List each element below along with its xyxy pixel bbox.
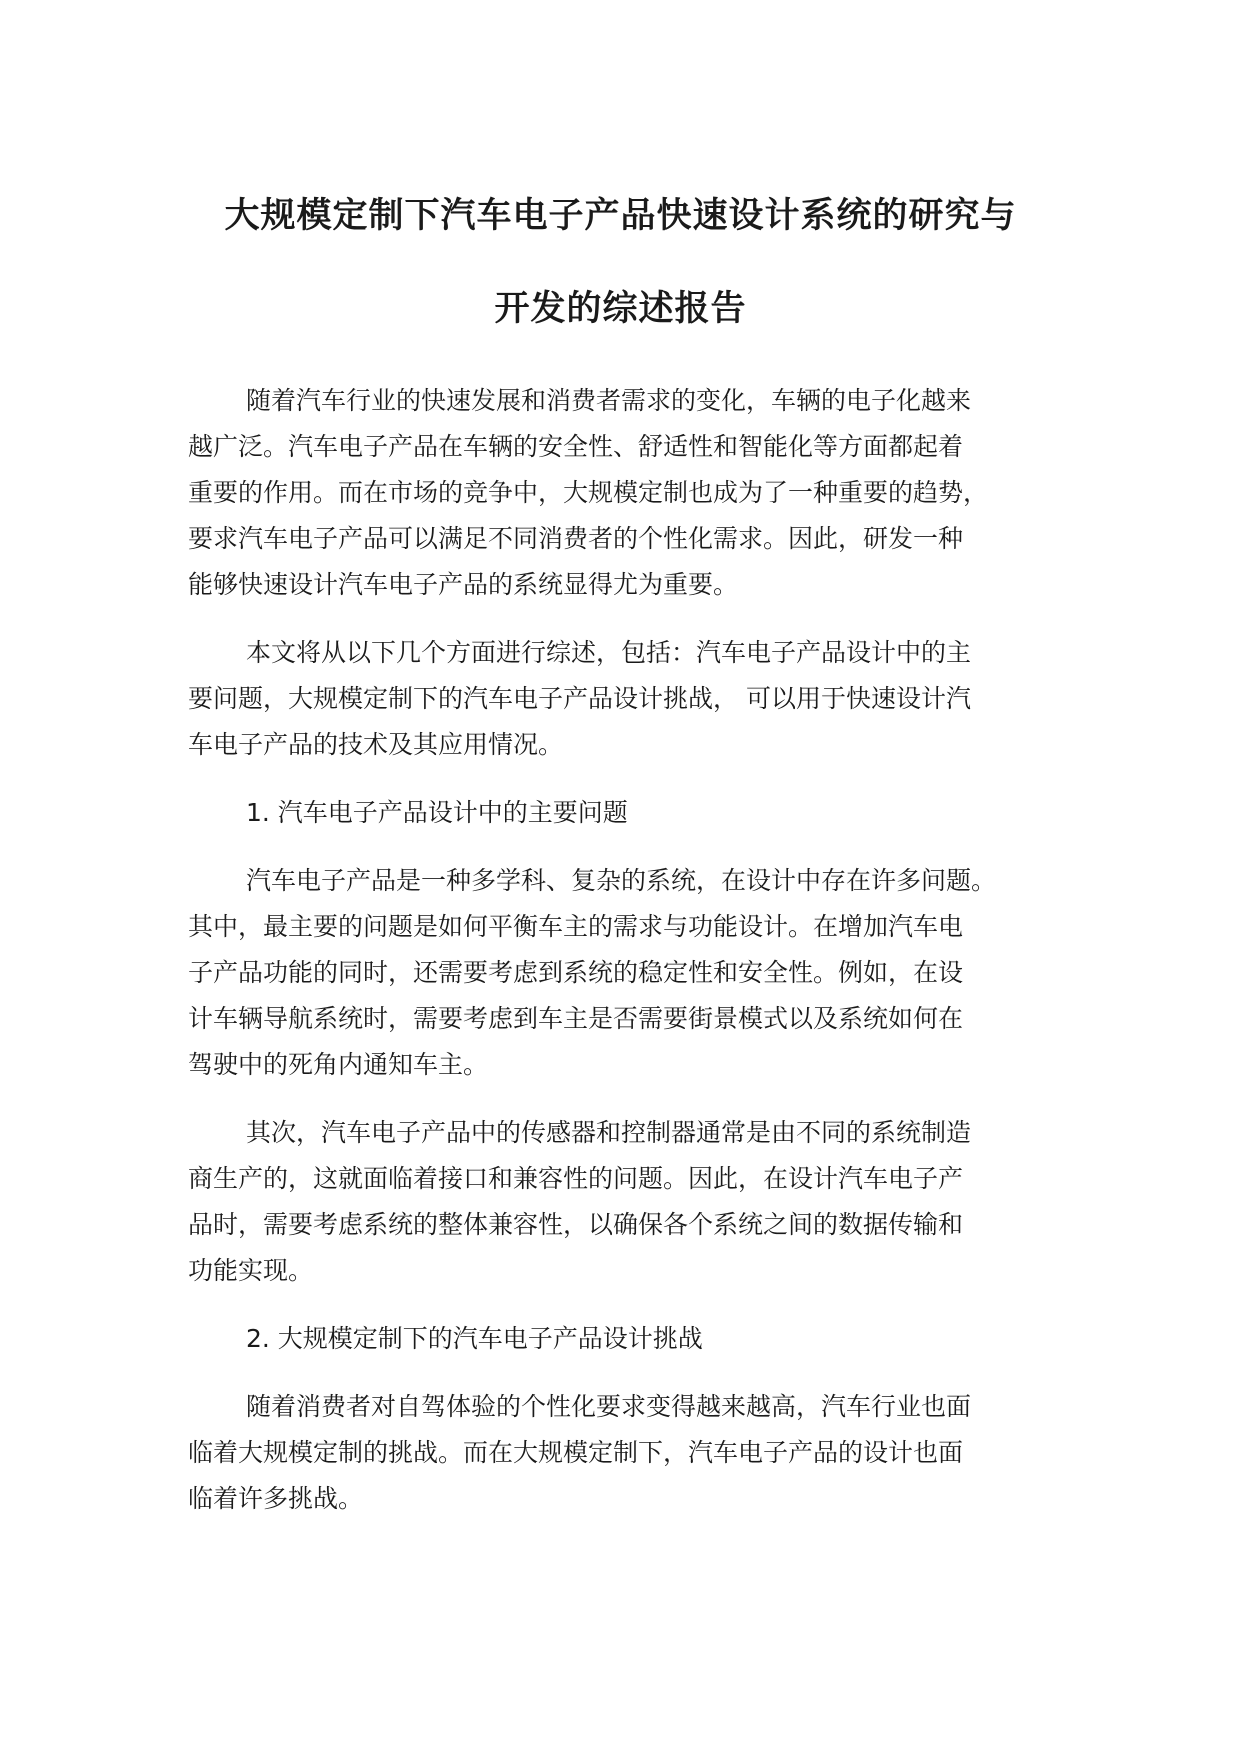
paragraph-line: 随着消费者对自驾体验的个性化要求变得越来越高，汽车行业也面	[246, 1392, 972, 1421]
paragraph-line: 越广泛。汽车电子产品在车辆的安全性、舒适性和智能化等方面都起着	[188, 432, 964, 461]
title-line: 大规模定制下汽车电子产品快速设计系统的研究与	[224, 196, 1017, 236]
paragraph-line: 商生产的，这就面临着接口和兼容性的问题。因此，在设计汽车电子产	[188, 1164, 964, 1193]
paragraph	[188, 858, 1068, 1088]
paragraph-line: 本文将从以下几个方面进行综述，包括：汽车电子产品设计中的主	[246, 638, 972, 667]
paragraph	[188, 1110, 1068, 1294]
paragraph-line: 临着大规模定制的挑战。而在大规模定制下，汽车电子产品的设计也面	[188, 1438, 964, 1467]
section-heading: 1. 汽车电子产品设计中的主要问题	[246, 798, 628, 827]
paragraph-line: 品时，需要考虑系统的整体兼容性，以确保各个系统之间的数据传输和	[188, 1210, 964, 1239]
title-line: 开发的综述报告	[494, 289, 747, 329]
document-body	[188, 378, 1068, 1544]
paragraph-line: 其中，最主要的问题是如何平衡车主的需求与功能设计。在增加汽车电	[188, 912, 964, 941]
section-heading: 2. 大规模定制下的汽车电子产品设计挑战	[246, 1324, 703, 1353]
paragraph-line: 临着许多挑战。	[188, 1484, 364, 1513]
paragraph-line: 车电子产品的技术及其应用情况。	[188, 730, 564, 759]
paragraph	[188, 630, 1068, 768]
paragraph	[188, 1384, 1068, 1522]
paragraph-line: 功能实现。	[188, 1256, 314, 1285]
paragraph-line: 其次，汽车电子产品中的传感器和控制器通常是由不同的系统制造	[246, 1118, 972, 1147]
paragraph-line: 要问题，大规模定制下的汽车电子产品设计挑战， 可以用于快速设计汽	[188, 684, 971, 713]
paragraph-line: 随着汽车行业的快速发展和消费者需求的变化，车辆的电子化越来	[246, 386, 972, 415]
paragraph	[188, 378, 1068, 608]
paragraph-line: 计车辆导航系统时，需要考虑到车主是否需要街景模式以及系统如何在	[188, 1004, 964, 1033]
paragraph-line: 要求汽车电子产品可以满足不同消费者的个性化需求。因此，研发一种	[188, 524, 964, 553]
paragraph-line: 驾驶中的死角内通知车主。	[188, 1050, 489, 1079]
document-title	[188, 170, 1053, 356]
paragraph-line: 能够快速设计汽车电子产品的系统显得尤为重要。	[188, 570, 739, 599]
paragraph-line: 重要的作用。而在市场的竞争中，大规模定制也成为了一种重要的趋势，	[188, 478, 989, 507]
paragraph-line: 汽车电子产品是一种多学科、复杂的系统，在设计中存在许多问题。	[246, 866, 997, 895]
paragraph-line: 子产品功能的同时，还需要考虑到系统的稳定性和安全性。例如，在设	[188, 958, 964, 987]
